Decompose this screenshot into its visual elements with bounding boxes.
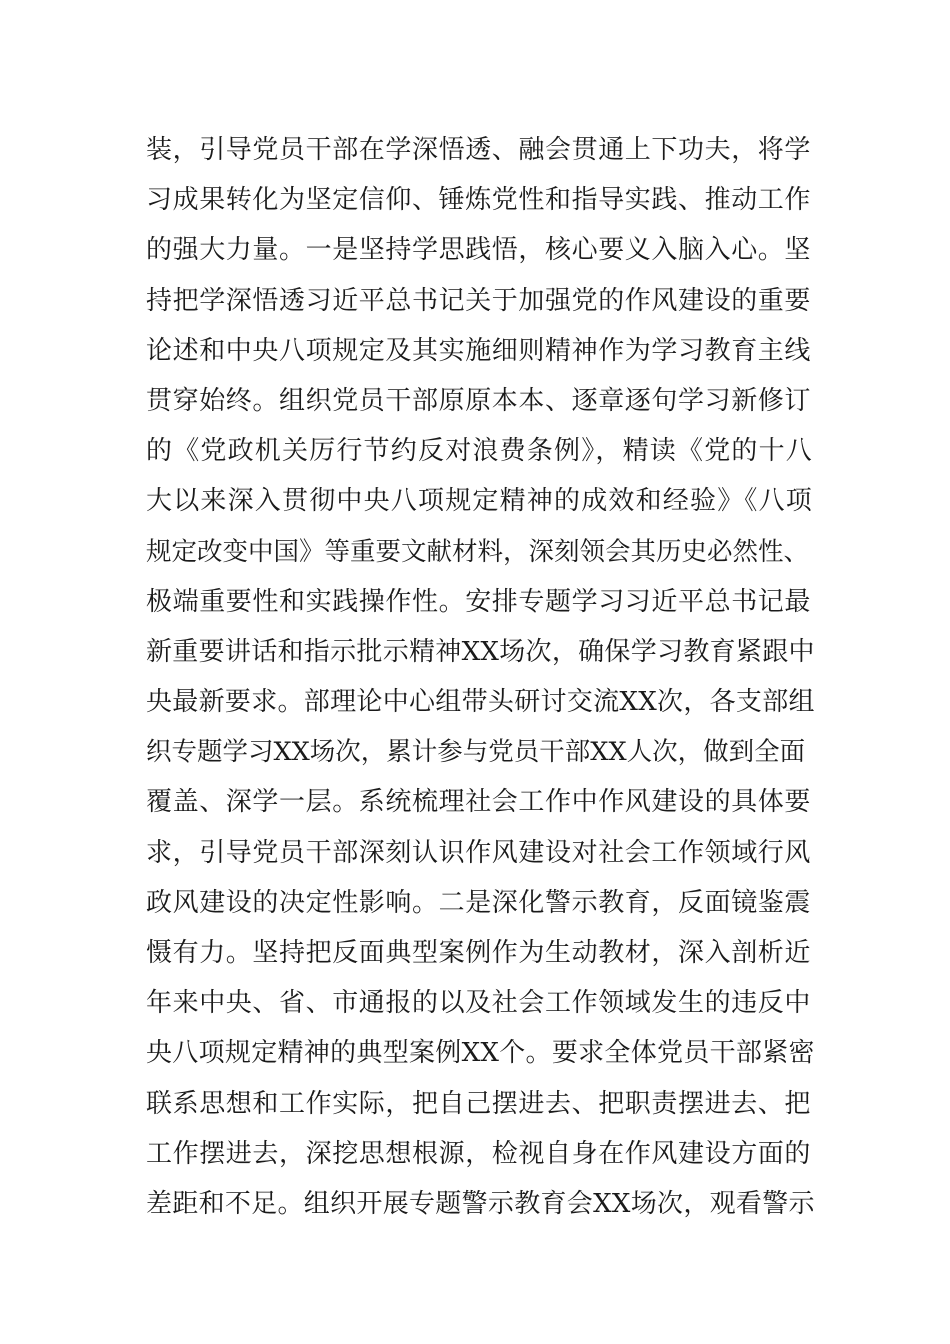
text-line: 织专题学习XX场次，累计参与党员干部XX人次，做到全面 xyxy=(146,737,806,768)
text-line: 央最新要求。部理论中心组带头研讨交流XX次，各支部组 xyxy=(146,687,815,718)
body-paragraph xyxy=(146,125,816,1229)
text-line: 新重要讲话和指示批示精神XX场次，确保学习教育紧跟中 xyxy=(146,636,815,667)
text-line: 的《党政机关厉行节约反对浪费条例》，精读《党的十八 xyxy=(146,436,814,467)
text-line: 政风建设的决定性影响。二是深化警示教育，反面镜鉴震 xyxy=(146,887,812,918)
text-line: 贯穿始终。组织党员干部原原本本、逐章逐句学习新修订 xyxy=(146,385,812,416)
text-line: 年来中央、省、市通报的以及社会工作领域发生的违反中 xyxy=(146,988,812,1019)
text-line: 联系思想和工作实际，把自己摆进去、把职责摆进去、把 xyxy=(146,1088,812,1119)
text-line: 求，引导党员干部深刻认识作风建设对社会工作领域行风 xyxy=(146,837,812,868)
text-line: 习成果转化为坚定信仰、锤炼党性和指导实践、推动工作 xyxy=(146,185,812,216)
text-line: 持把学深悟透习近平总书记关于加强党的作风建设的重要 xyxy=(146,285,812,316)
text-line: 差距和不足。组织开展专题警示教育会XX场次，观看警示 xyxy=(146,1188,815,1219)
text-line: 的强大力量。一是坚持学思践悟，核心要义入脑入心。坚 xyxy=(146,235,812,266)
text-line: 覆盖、深学一层。系统梳理社会工作中作风建设的具体要 xyxy=(146,787,812,818)
text-line: 装，引导党员干部在学深悟透、融会贯通上下功夫，将学 xyxy=(146,135,812,165)
text-line: 极端重要性和实践操作性。安排专题学习习近平总书记最 xyxy=(146,586,812,617)
text-line: 论述和中央八项规定及其实施细则精神作为学习教育主线 xyxy=(146,335,812,366)
text-line: 规定改变中国》等重要文献材料，深刻领会其历史必然性、 xyxy=(146,536,810,567)
text-line: 大以来深入贯彻中央八项规定精神的成效和经验》《八项 xyxy=(146,486,814,517)
text-line: 慑有力。坚持把反面典型案例作为生动教材，深入剖析近 xyxy=(146,938,812,968)
text-line: 工作摆进去，深挖思想根源，检视自身在作风建设方面的 xyxy=(146,1138,812,1169)
text-line: 央八项规定精神的典型案例XX个。要求全体党员干部紧密 xyxy=(146,1038,815,1069)
